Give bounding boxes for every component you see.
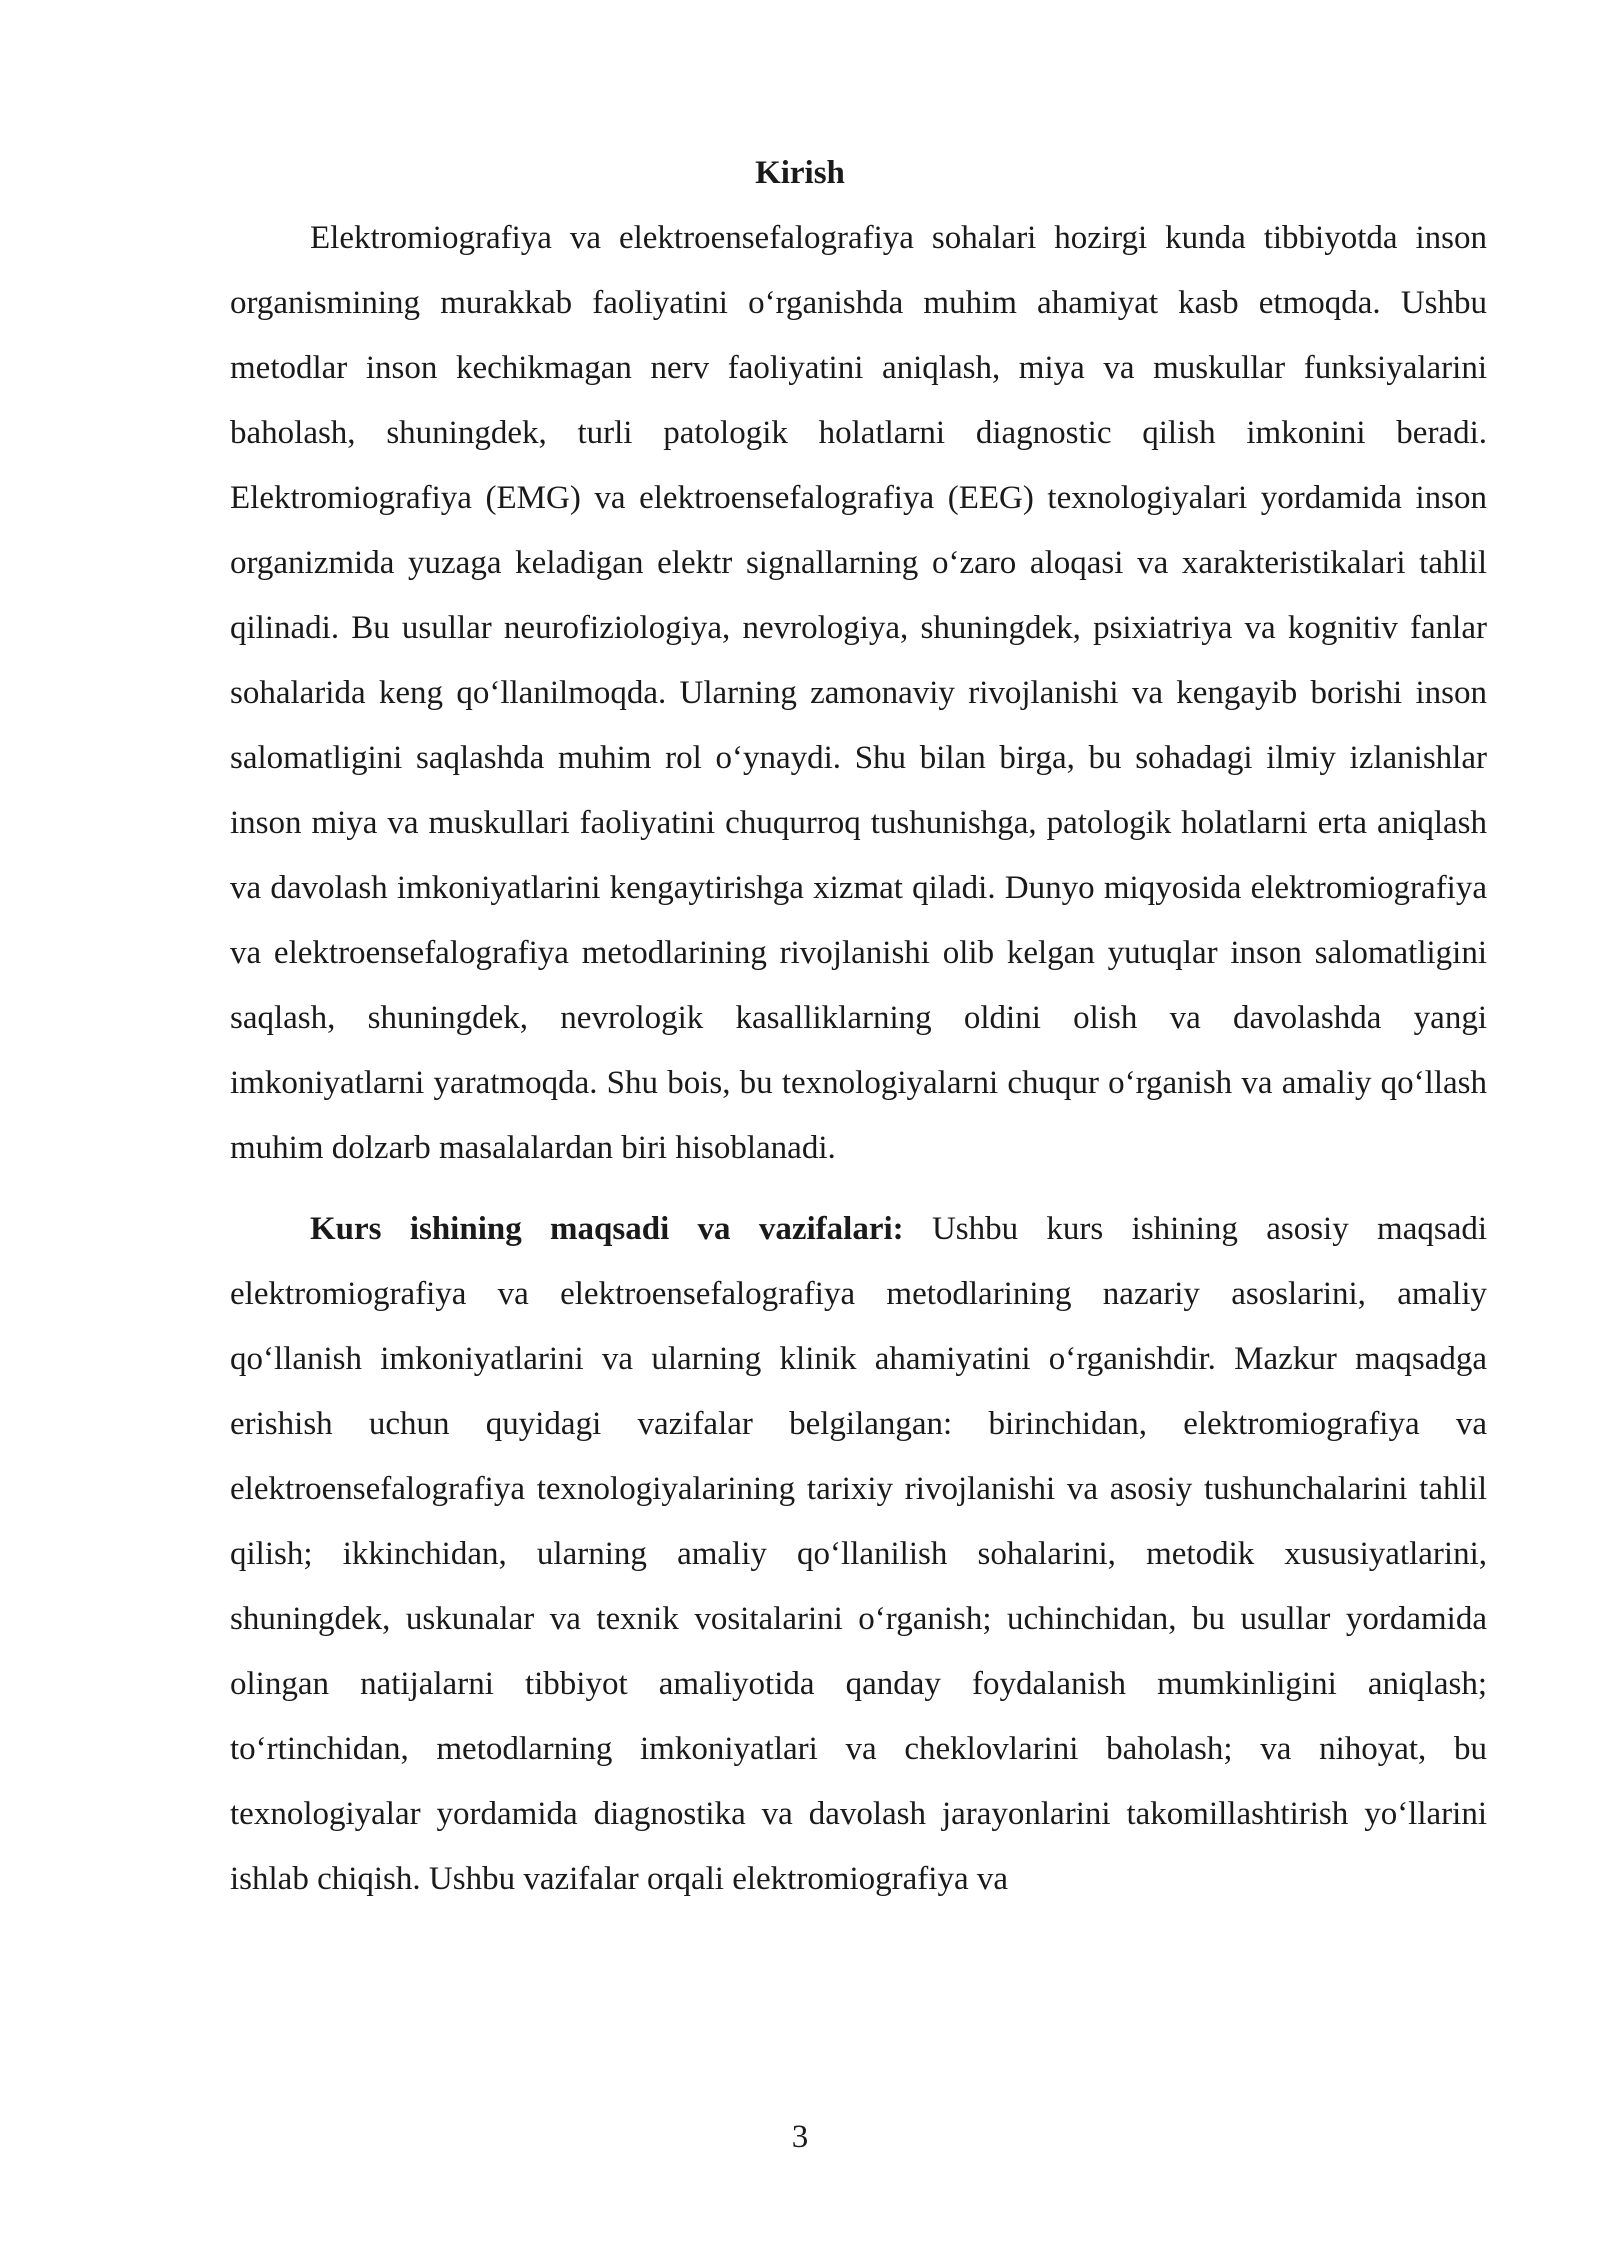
objectives-text: Ushbu kurs ishining asosiy maqsadi elektromiografiya va elektroensefalografiya metodlarining nazariy asoslarini, amaliy qo‘llanish imkoniyatlarini va ularning klinik ahamiyatini o‘rganishdir. Mazkur maqsadga erishish uchun quyidagi vazifalar belgilangan: birinchidan, elektromiografiya va elektroensefalografiya texnologiyalarining tarixiy rivojlanishi va asosiy tushunchalarini tahlil qilish; ikkinchidan, ularning amaliy qo‘llanilish sohalarini, metodik xususiyatlarini, shuningdek, uskunalar va texnik vositalarini o‘rganish; uchinchidan, bu usullar yordamida olingan natijalarni tibbiyot amaliyotida qanday foydalanish mumkinligini aniqlash; to‘rtinchidan, metodlarning imkoniyatlari va cheklovlarini baholash; va nihoyat, bu texnologiyalar yordamida diagnostika va davolash jarayonlarini takomillashtirish yo‘llarini ishlab chiqish. Ushbu vazifalar orqali elektromiografiya va xyxy=(230,1211,1488,1897)
body-text xyxy=(230,206,1487,1912)
objectives-paragraph xyxy=(230,1197,1487,1912)
page-title: Kirish xyxy=(755,155,845,191)
page-number: 3 xyxy=(791,2119,809,2155)
intro-paragraph: Elektromiografiya va elektroensefalografiya sohalari hozirgi kunda tibbiyotda inson organismining murakkab faoliyatini o‘rganishda muhim ahamiyat kasb etmoqda. Ushbu metodlar inson kechikmagan nerv faoliyatini aniqlash, miya va muskullar funksiyalarini baholash, shuningdek, turli patologik holatlarni diagnostic qilish imkonini beradi. Elektromiografiya (EMG) va elektroensefalografiya (EEG) texnologiyalari yordamida inson organizmida yuzaga keladigan elektr signallarning o‘zaro aloqasi va xarakteristikalari tahlil qilinadi. Bu usullar neurofiziologiya, nevrologiya, shuningdek, psixiatriya va kognitiv fanlar sohalarida keng qo‘llanilmoqda. Ularning zamonaviy rivojlanishi va kengayib borishi inson salomatligini saqlashda muhim rol o‘ynaydi. Shu bilan birga, bu sohadagi ilmiy izlanishlar inson miya va muskullari faoliyatini chuqurroq tushunishga, patologik holatlarni erta aniqlash va davolash imkoniyatlarini kengaytirishga xizmat qiladi. Dunyo miqyosida elektromiografiya va elektroensefalografiya metodlarining rivojlanishi olib kelgan yutuqlar inson salomatligini saqlash, shuningdek, nevrologik kasalliklarning oldini olish va davolashda yangi imkoniyatlarni yaratmoqda. Shu bois, bu texnologiyalarni chuqur o‘rganish va amaliy qo‘llash muhim dolzarb masalalardan biri hisoblanadi. xyxy=(230,220,1487,1166)
objectives-lead: Kurs ishining maqsadi va vazifalari: xyxy=(310,1211,904,1247)
